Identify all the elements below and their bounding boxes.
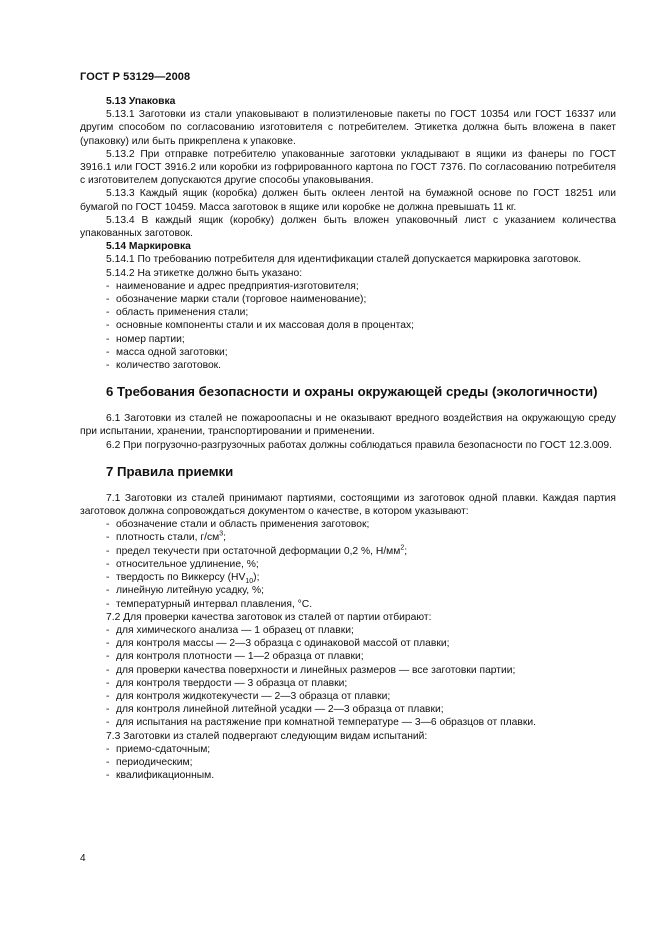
section-7-heading: 7 Правила приемки	[106, 463, 234, 479]
paragraph-5-13-3: 5.13.3 Каждый ящик (коробка) должен быть оклеен лентой на бумажной основе по ГОСТ 18251 или бумагой по ГОСТ 10459. Масса заготовок в ящике или коробке не должна превышать 11 кг.	[80, 188, 616, 213]
list-item: - наименование и адрес предприятия-изготовителя;	[106, 280, 359, 292]
list-item: - для испытания на растяжение при комнатной температуре — 3—6 образцов от плавки.	[106, 717, 536, 729]
section-5-13-title: 5.13 Упаковка	[106, 96, 176, 107]
section-5-14-title: 5.14 Маркировка	[106, 241, 191, 253]
list-item: - периодическим;	[106, 756, 193, 768]
list-item: - для контроля линейной литейной усадки — 2—3 образца от плавки;	[106, 704, 444, 716]
list-item: - номер партии;	[106, 333, 185, 345]
page-content	[80, 95, 616, 782]
list-item: - для контроля массы — 2—3 образца с одинаковой массой от плавки;	[106, 638, 450, 650]
list-item: - линейную литейную усадку, %;	[106, 585, 264, 597]
list-item: - масса одной заготовки;	[106, 346, 228, 358]
list-item: - приемо-сдаточным;	[106, 743, 211, 755]
page-number: 4	[80, 853, 86, 864]
paragraph-5-14-1: 5.14.1 По требованию потребителя для идентификации сталей допускается маркировка заготовок.	[106, 254, 582, 266]
list-item: - обозначение марки стали (торговое наименование);	[106, 294, 367, 306]
paragraph-7-3: 7.3 Заготовки из сталей подвергают следующим видам испытаний:	[106, 730, 428, 742]
standard-header: ГОСТ Р 53129—2008	[80, 71, 191, 83]
list-item: - твердость по Виккерсу $(HV_{10})$;	[106, 572, 260, 586]
list-item: - для контроля плотности — 1—2 образца от плавки;	[106, 651, 364, 663]
paragraph-5-13-1: 5.13.1 Заготовки из стали упаковывают в полиэтиленовые пакеты по ГОСТ 10354 или ГОСТ 16337 или другим способом по согласованию изготовителя с потребителем. Этикетка должна быть вложена в пакет (упаковку) или быть прикреплена к упаковке.	[80, 109, 616, 147]
list-item: - относительное удлинение, %;	[106, 558, 259, 570]
list-item: - основные компоненты стали и их массовая доля в процентах;	[106, 320, 415, 332]
section-6-heading: 6 Требования безопасности и охраны окружающей среды (экологичности)	[106, 384, 598, 400]
paragraph-5-13-4: 5.13.4 В каждый ящик (коробку) должен быть вложен упаковочный лист с указанием количества упакованных заготовок.	[80, 214, 616, 240]
list-item: - для проверки качества поверхности и линейных размеров — все заготовки партии;	[106, 664, 516, 676]
list-item: - температурный интервал плавления, °С.	[106, 598, 313, 610]
paragraph-7-1: 7.1 Заготовки из сталей принимают партиями, состоящими из заготовок одной плавки. Каждая партия заготовок должна сопровождаться документом о качестве, в котором указывают:	[80, 492, 616, 518]
list-item: - плотность стали, $г/см^3$;	[106, 531, 227, 544]
paragraph-5-14-2: 5.14.2 На этикетке должно быть указано:	[106, 267, 303, 279]
list-item: - для контроля жидкотекучести — 2—3 образца от плавки;	[106, 690, 391, 702]
paragraph-6-2: 6.2 При погрузочно-разгрузочных работах должны соблюдаться правила безопасности по ГОСТ 12.3.009.	[106, 439, 612, 451]
list-item: - для химического анализа — 1 образец от плавки;	[106, 624, 354, 636]
paragraph-7-2: 7.2 Для проверки качества заготовок из сталей от партии отбирают:	[106, 611, 432, 623]
paragraph-6-1: 6.1 Заготовки из сталей не пожароопасны и не оказывают вредного воздействия на окружающую среду при испытании, хранении, транспортировании и применении.	[80, 413, 616, 438]
list-item: - область применения стали;	[106, 307, 249, 319]
list-item: - квалификационным.	[106, 770, 215, 782]
list-item: - для контроля твердости — 3 образца от плавки;	[106, 677, 348, 689]
paragraph-5-13-2: 5.13.2 При отправке потребителю упакованные заготовки укладывают в ящики из фанеры по ГОСТ 3916.1 или ГОСТ 3916.2 или коробки из гофрированного картона по ГОСТ 7376. По согласованию потребителя с изготовителем допускаются другие способы упаковывания.	[80, 148, 616, 187]
list-item: - предел текучести при остаточной деформации 0,2 %, $Н/мм^2$;	[106, 544, 408, 557]
list-item: - количество заготовок.	[106, 360, 222, 372]
list-item: - обозначение стали и область применения заготовок;	[106, 519, 370, 531]
